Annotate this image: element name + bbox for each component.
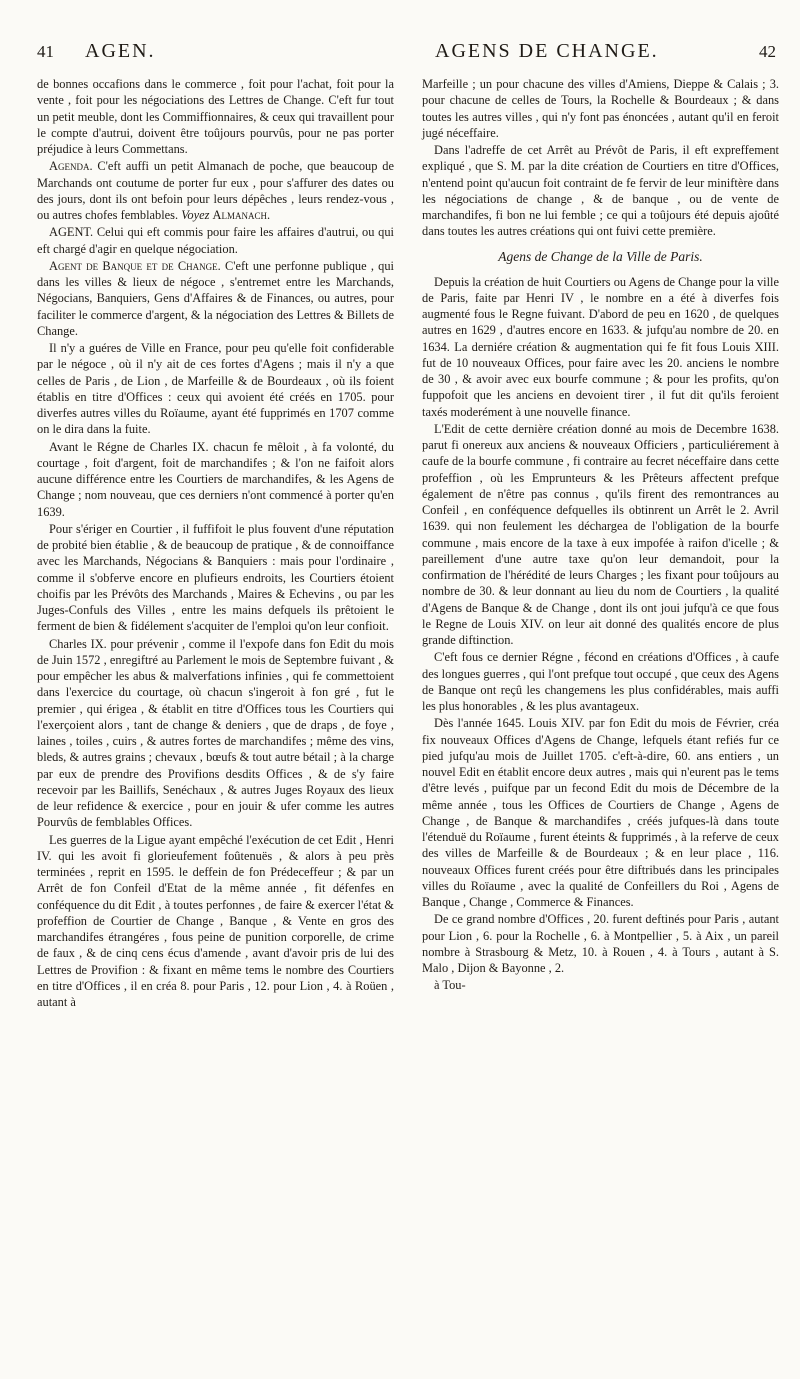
running-head — [37, 40, 780, 70]
paragraph: L'Edit de cette dernière création donné au mois de Decembre 1638. parut fi onereux aux anciens & nouveaux Officiers , particuliérement à caufe de la bourfe commune , fi contraire au fecret néceffaire dans cette profeffion , où les Emprunteurs & les Prêteurs affectent prefque également de n'être pas connus , qu'ils firent des remontrances au Confeil , en conféquence defquelles ils obtinrent un Arrêt le 2. Avril 1639. qui non feulement les déchargea de l'obligation de la bourfe commune , mais encore de la taxe à eux impofée à raifon d'icelle ; & pareillement d'une autre taxe qu'on leur demandoit, pour la confirmation de l'hérédité de leurs Charges ; les fixant pour toûjours au nombre de 30. & leur donnant au lieu du nom de Courtiers , la qualité d'Agens de Banque & de Change , dont ils ont joui jufqu'à ce que fous le Regne de Louis XIV. on leur ait donné des qualités encore de plus grande diftinction. — [422, 421, 779, 647]
right-running-title: AGENS DE CHANGE. — [435, 40, 659, 62]
section-heading: Agens de Change de la Ville de Paris. — [498, 248, 703, 264]
entry-headword: Agent de Banque et de Change. — [49, 258, 221, 273]
paragraph: Dès l'année 1645. Louis XIV. par fon Edit du mois de Février, créa fix nouveaux Offices d'Agens de Change, lefquels étant refiés fur ce pied jufqu'au mois de Juillet 1705. c'eft-à-dire, 60. ans entiers , un nouvel Edit en établit encore deux autres , mais qui n'eurent pas le tems d'être levés , puifque par un fecond Edit du mois de Décembre de la même année , tous les Offices de Courtiers de Change , Agens de Change , de Banque & marchandifes , créés jufques-là dans toute l'étenduë du Roïaume , furent éteints & fupprimés , à la referve de ceux des villes de Marfeille & de Bourdeaux ; & en leur place , 116. nouveaux Offices furent créés pour être diftribués dans les principales villes du Roïaume , avec la qualité de Confeillers du Roi , Agens de Banque , Change , Commerce & Finances. — [422, 716, 779, 909]
paragraph: Dans l'adreffe de cet Arrêt au Prévôt de Paris, il eft expreffement expliqué , que S. M. par la dite création de Courtiers en titre d'Offices, n'entend point qu'aucun foit contraint de fe fervir de leur miniftère dans les négociations de change , & de banque , ou de vente de marchandifes, fi bon ne lui femble ; ce qui a toûjours été depuis ajoûté dans toutes les autres créations qui ont fuivi cette première. — [422, 143, 779, 239]
left-running-title: AGEN. — [85, 40, 156, 62]
entry-agent-de-banque — [37, 258, 394, 339]
paragraph: C'eft fous ce dernier Régne , fécond en créations d'Offices , à caufe des longues guerres , qui l'ont prefque tout occupé , que ceux des Agens de Banque ont reçû les changemens les plus confidérables, mais auffi les plus honorables , & les plus avantageux. — [422, 650, 779, 713]
right-column — [422, 76, 779, 1011]
paragraph: Il n'y a guéres de Ville en France, pour peu qu'elle foit confiderable par le négoce , où il n'y ait de ces fortes d'Agens ; mais il n'y a que celles de Paris , de Lion , de Marfeille & de Bourdeaux , où ils foient établis en titre d'Offices : ceux qui avoient été créés en 1705. pour diverfes autres villes du Roïaume, ayant été fupprimés en 1707 comme on le dira dans la fuite. — [37, 341, 394, 437]
entry-text: C'eft une perfonne publique , qui dans les villes & lieux de négoce , s'entremet entre les Marchands, Négocians, Banquiers, Gens d'Affaires & de Finances, ou autres, pour faciliter le commerce d'argent, & la négociation des Lettres & Billets de Change. — [37, 258, 394, 338]
entry-agenda — [37, 158, 394, 223]
paragraph: Marfeille ; un pour chacune des villes d'Amiens, Dieppe & Calais ; 3. pour chacune de celles de Tours, la Rochelle & Bourdeaux ; & dans toutes les autres villes , qui n'y font pas énoncées , autant qu'il en feroit jugé néceffaire. — [422, 77, 779, 140]
right-page-number: 42 — [759, 42, 776, 61]
paragraph: Depuis la création de huit Courtiers ou Agens de Change pour la ville de Paris, faite par Henri IV , le nombre en a été à diverfes fois augmenté fous le Regne fuivant. D'abord de peu en 1620 , de quelques autres en 1629 , d'autres encore en 1633. & jufqu'au nombre de 20. en 1634. La derniére création & augmentation qui fe fit fous Louis XIII. fut de 10 nouveaux Offices, pour faire avec les 20. anciens le nombre de 30 , & avoir avec eux bourfe commune ; & pour les profits, qu'on fuppofoit que les anciens en devoient tirer , il fut dit qu'ils feroient taxés moderément à une nouvelle finance. — [422, 274, 779, 419]
text-columns — [37, 76, 780, 1011]
left-column — [37, 76, 394, 1011]
entry-agent: AGENT. Celui qui eft commis pour faire les affaires d'autrui, ou qui eft chargé d'agir en quelque négociation. — [37, 225, 394, 256]
paragraph: Les guerres de la Ligue ayant empêché l'exécution de cet Edit , Henri IV. qui les avoit fi glorieufement foûtenuës , & alors à peu près terminées , reprit en 1595. le deffein de fon Prédeceffeur ; & par un Arrêt de fon Confeil d'Etat de la même année , fit défenfes en conféquence du dit Edit , à toutes perfonnes , de faire & exercer l'état & profeffion de Courtier de Change , Banque , & Vente en gros des marchandifes étrangéres , fous peine de punition corporelle, de crime de faux , & de cinq cens écus d'amende , avant d'avoir pris de lui des Lettres de Provifion : & fixant en même tems le nombre des Courtiers en titre d'Offices , il en créa 8. pour Paris , 12. pour Lion , 4. à Roüen , autant à — [37, 832, 394, 1009]
see-also-label: Voyez — [181, 208, 210, 222]
paragraph: Avant le Régne de Charles IX. chacun fe mêloit , à fa volonté, du courtage , foit d'argent, foit de marchandifes ; & l'on ne faifoit alors aucune différence entre les Courtiers de marchandifes, & les Agens de Change ; nom nouveau, que ces derniers n'ont commencé à porter qu'en 1639. — [37, 439, 394, 519]
paragraph: de bonnes occafions dans le commerce , foit pour l'achat, foit pour la vente , foit pour les négociations des Lettres de Change. C'eft fur tout un petit meuble, dont les Commiffionnaires, & ceux qui travaillent pour le compte d'autrui, doivent être toûjours pourvûs, pour ne pas porter préjudice à leurs Commettans. — [37, 77, 394, 156]
cross-reference: Almanach. — [212, 208, 271, 222]
catchword: à Tou- — [434, 978, 466, 993]
entry-headword: Agenda. — [49, 159, 93, 174]
entry-text: C'eft auffi un petit Almanach de poche, que beaucoup de Marchands ont coutume de porter fur eux , pour s'affurer des dates ou des jours, dont ils ont befoin pour leurs dépêches , leurs rendez-vous , ou autres chofes femblables. — [37, 159, 394, 222]
paragraph: Charles IX. pour prévenir , comme il l'expofe dans fon Edit du mois de Juin 1572 , enregiftré au Parlement le mois de Septembre fuivant , & pour empêcher les abus & malverfations infinies , qui fe commettoient dans l'exercice du courtage, où chacun s'ingeroit à fon gré , fut le premier , qui érigea , & établit en titre d'Offices tous les Courtiers qui l'exerçoient alors , tant de change & deniers , que de draps , de foye , laines , toiles , cuirs , & autres fortes de marchandifes ; même des vins, bleds, & autres grains ; chevaux , bœufs & tout autre bétail ; à la charge par eux de prendre des Provifions desdits Offices , & de s'y faire recevoir par les Baillifs, Senéchaux , & autres Juges Royaux des lieux de leur refidence & exercice , pour en jouir & ufer comme les autres Pourvûs de femblables Offices. — [37, 636, 394, 830]
paragraph: De ce grand nombre d'Offices , 20. furent deftinés pour Paris , autant pour Lion , 6. pour la Rochelle , 6. à Montpellier , 5. à Aix , un pareil nombre à Strasbourg & Metz, 10. à Rouen , 4. à Tours , autant à S. Malo , Dijon & Bayonne , 2. — [422, 912, 779, 975]
paragraph: Pour s'ériger en Courtier , il fuffifoit le plus fouvent d'une réputation de probité bien établie , & de beaucoup de pratique , & de connoiffance avec les Marchands, Négocians & Banquiers : mais pour l'ordinaire , comme il s'obferve encore en plufieurs endroits, les Courtiers étoient choifis par les Prévôts des Marchands , Maires & Echevins , ou par les Juges-Confuls des Villes , entre les mains defquels ils prêtoient le ferment de bien & fidélement s'acquiter de l'emploi qu'on leur confioit. — [37, 521, 394, 634]
left-page-number: 41 — [37, 42, 54, 61]
